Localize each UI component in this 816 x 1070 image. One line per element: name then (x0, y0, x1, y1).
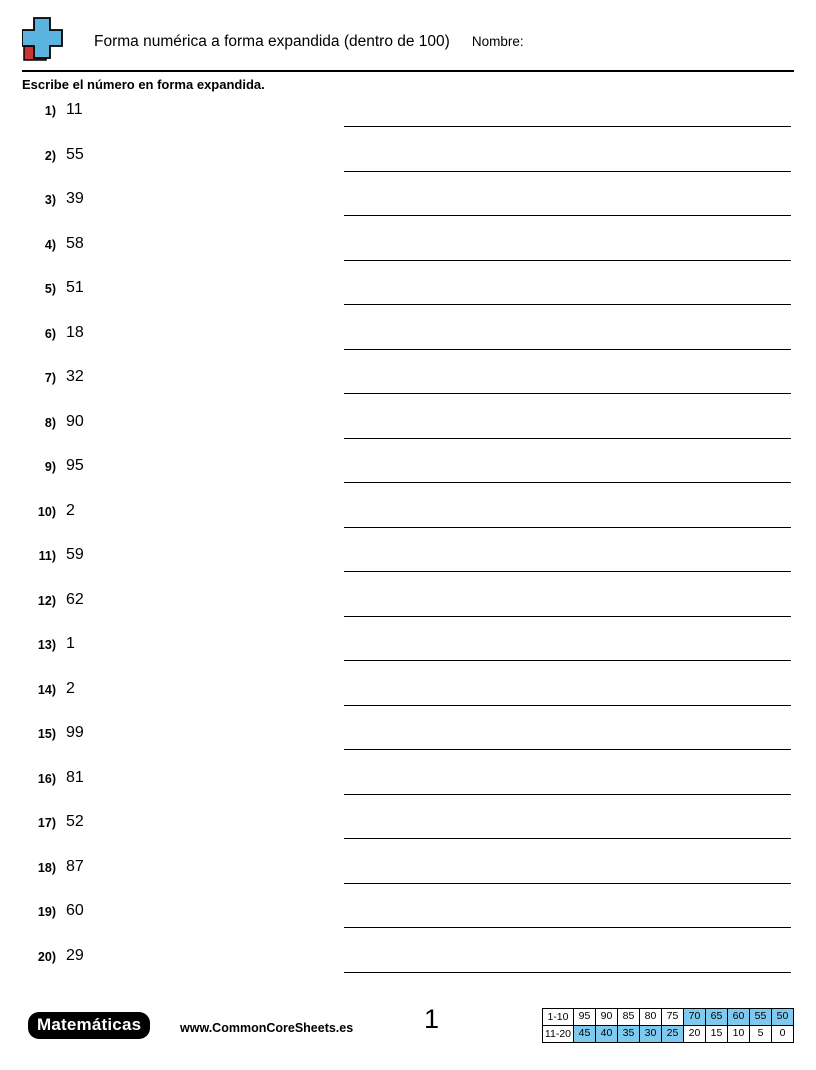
problem-value: 29 (66, 946, 84, 964)
brand-badge: Matemáticas (28, 1012, 150, 1039)
problem-number: 6) (44, 326, 56, 341)
answer-line[interactable] (344, 927, 791, 928)
problem-number: 19) (37, 905, 56, 919)
problem-number: 15) (37, 727, 56, 741)
problem-number: 10) (37, 504, 56, 519)
problem-row (22, 501, 794, 546)
problem-value: 51 (66, 279, 84, 296)
problem-value: 81 (66, 768, 84, 786)
score-key-cell: 70 (684, 1009, 706, 1026)
problem-row (22, 634, 794, 679)
name-label: Nombre: (471, 34, 524, 49)
problem-row (22, 768, 794, 813)
problem-value: 99 (66, 724, 84, 741)
worksheet-page (0, 14, 816, 1070)
problem-number: 14) (37, 682, 56, 697)
problem-number: 4) (44, 237, 56, 252)
score-key-cell: 55 (750, 1009, 772, 1026)
problem-value: 58 (66, 234, 84, 252)
answer-line[interactable] (344, 749, 791, 750)
worksheet-footer (22, 1004, 794, 1050)
score-key-row (542, 1009, 793, 1026)
problem-number: 2) (44, 148, 56, 163)
problem-value: 59 (66, 546, 84, 563)
problem-row (22, 189, 794, 234)
score-key-cell: 20 (684, 1026, 706, 1043)
problem-row (22, 590, 794, 635)
problem-row (22, 456, 794, 501)
problem-number: 20) (37, 949, 56, 964)
problem-row (22, 857, 794, 902)
score-key-row-label: 1-10 (542, 1009, 573, 1026)
score-key-cell: 40 (596, 1026, 618, 1043)
problem-number: 12) (37, 593, 56, 608)
problem-row (22, 946, 794, 991)
score-key-row (542, 1026, 793, 1043)
problem-number: 5) (44, 282, 56, 296)
instructions-text: Escribe el número en forma expandida. (22, 77, 265, 92)
problem-number: 18) (37, 860, 56, 875)
answer-line[interactable] (344, 482, 791, 483)
page-number: 1 (424, 1004, 440, 1034)
problem-row (22, 412, 794, 457)
answer-line[interactable] (344, 349, 791, 350)
problem-value: 87 (66, 857, 84, 875)
problem-number: 11) (38, 549, 56, 563)
answer-line[interactable] (344, 171, 791, 172)
answer-line[interactable] (344, 527, 791, 528)
answer-line[interactable] (344, 660, 791, 661)
score-key-cell: 65 (706, 1009, 728, 1026)
problem-number: 7) (44, 371, 56, 385)
problem-value: 60 (66, 902, 84, 919)
answer-line[interactable] (344, 794, 791, 795)
page-title: Forma numérica a forma expandida (dentro de 100) (94, 33, 450, 50)
score-key-cell: 5 (750, 1026, 772, 1043)
problem-value: 52 (66, 813, 84, 830)
score-key-cell: 60 (728, 1009, 750, 1026)
problem-number: 8) (44, 415, 56, 430)
problem-number: 16) (37, 771, 56, 786)
answer-line[interactable] (344, 393, 791, 394)
problem-value: 2 (66, 679, 75, 697)
problem-value: 18 (66, 323, 84, 341)
problem-value: 1 (66, 635, 75, 652)
title-row (94, 33, 794, 51)
problem-number: 13) (37, 638, 56, 652)
problem-value: 90 (66, 412, 84, 430)
score-key-cell: 95 (574, 1009, 596, 1026)
answer-line[interactable] (344, 838, 791, 839)
score-key-cell: 75 (662, 1009, 684, 1026)
problem-row (22, 278, 794, 323)
problem-row (22, 367, 794, 412)
header-divider (22, 70, 794, 72)
problem-row (22, 234, 794, 279)
score-key-cell: 90 (596, 1009, 618, 1026)
problem-value: 62 (66, 590, 84, 608)
score-key-cell: 25 (662, 1026, 684, 1043)
score-key-cell: 85 (618, 1009, 640, 1026)
answer-line[interactable] (344, 616, 791, 617)
score-key-row-label: 11-20 (542, 1026, 573, 1043)
score-key-cell: 10 (728, 1026, 750, 1043)
problem-number: 3) (44, 193, 56, 207)
problem-number: 17) (37, 816, 56, 830)
plus-cross-logo-icon (22, 16, 78, 68)
problem-number: 9) (44, 460, 56, 474)
score-key-cell: 45 (574, 1026, 596, 1043)
problem-list (22, 100, 794, 990)
answer-line[interactable] (344, 883, 791, 884)
problem-value: 2 (66, 501, 75, 519)
problem-row (22, 723, 794, 768)
score-key-cell: 35 (618, 1026, 640, 1043)
site-url: www.CommonCoreSheets.es (180, 1021, 354, 1035)
score-key-cell: 80 (640, 1009, 662, 1026)
answer-line[interactable] (344, 972, 791, 973)
problem-row (22, 901, 794, 946)
answer-line[interactable] (344, 705, 791, 706)
score-key-cell: 50 (772, 1009, 794, 1026)
problem-row (22, 145, 794, 190)
problem-row (22, 323, 794, 368)
answer-line[interactable] (344, 571, 791, 572)
problem-number: 1) (44, 104, 56, 118)
score-key-cell: 30 (640, 1026, 662, 1043)
answer-line[interactable] (344, 304, 791, 305)
problem-value: 95 (66, 457, 84, 474)
score-key-table (542, 1008, 794, 1043)
problem-row (22, 812, 794, 857)
problem-value: 39 (66, 190, 84, 207)
problem-value: 55 (66, 145, 84, 163)
score-key-cell: 0 (772, 1026, 794, 1043)
problem-row (22, 679, 794, 724)
answer-line[interactable] (344, 215, 791, 216)
problem-value: 11 (66, 101, 83, 118)
answer-line[interactable] (344, 260, 791, 261)
problem-value: 32 (66, 368, 84, 385)
worksheet-header (22, 14, 794, 70)
answer-line[interactable] (344, 438, 791, 439)
problem-row (22, 545, 794, 590)
problem-row (22, 100, 794, 145)
answer-line[interactable] (344, 126, 791, 127)
score-key-cell: 15 (706, 1026, 728, 1043)
